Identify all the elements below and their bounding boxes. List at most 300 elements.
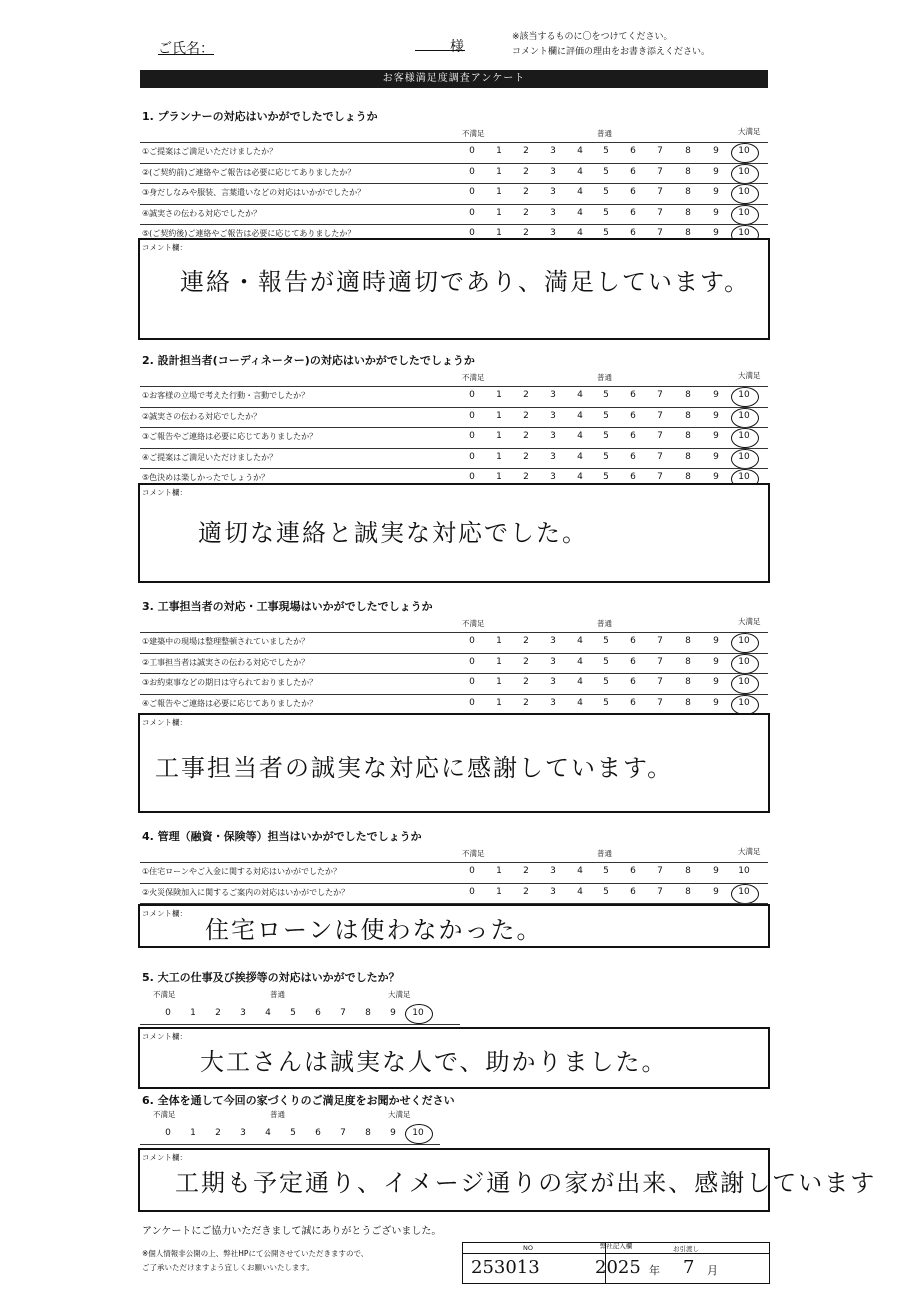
rating-option[interactable]: 0	[469, 472, 475, 482]
rating-option[interactable]: 9	[713, 410, 719, 421]
rating-option[interactable]: 2	[523, 228, 529, 238]
rating-option[interactable]: 1	[496, 866, 502, 876]
rating-option[interactable]: 2	[523, 390, 529, 400]
row-divider	[140, 448, 768, 449]
row-divider	[140, 1144, 440, 1145]
rating-option[interactable]: 9	[713, 146, 719, 156]
rating-option[interactable]: 2	[523, 472, 529, 482]
rating-option[interactable]: 2	[523, 677, 529, 687]
rating-option[interactable]: 10	[738, 146, 750, 156]
rating-option[interactable]: 10	[738, 431, 750, 441]
rating-option[interactable]: 3	[550, 697, 556, 708]
office-use-box	[462, 1242, 770, 1284]
scale-mid-label: 普通	[270, 990, 285, 999]
rating-option[interactable]: 7	[657, 451, 663, 462]
rating-option[interactable]: 4	[577, 228, 583, 238]
rating-option[interactable]: 5	[603, 431, 609, 441]
row-divider	[140, 883, 768, 884]
rating-option[interactable]: 3	[550, 656, 556, 667]
handwritten-comment: 大工さんは誠実な人で、助かりました。	[200, 1048, 668, 1076]
rating-option[interactable]: 3	[550, 636, 556, 646]
rating-option[interactable]: 9	[713, 187, 719, 197]
section-title: 5. 大工の仕事及び挨拶等の対応はいかがでしたか？	[142, 971, 400, 984]
rating-option[interactable]: 6	[630, 228, 636, 238]
rating-option[interactable]: 2	[523, 166, 529, 177]
rating-option[interactable]: 1	[496, 697, 502, 708]
comment-label: コメント欄：	[142, 488, 187, 497]
rating-option[interactable]: 10	[412, 1008, 424, 1018]
no-value: 253013	[471, 1257, 540, 1278]
rating-option[interactable]: 1	[496, 677, 502, 687]
rating-option[interactable]: 2	[523, 886, 529, 897]
section-title: 2. 設計担当者(コーディネーター)の対応はいかがでしたでしょうか	[142, 354, 475, 367]
rating-option[interactable]: 8	[685, 697, 691, 708]
rating-option[interactable]: 6	[630, 656, 636, 667]
selected-rating-circle	[731, 428, 759, 448]
rating-option[interactable]: 0	[469, 390, 475, 400]
rating-option[interactable]: 8	[365, 1128, 371, 1138]
rating-option[interactable]: 6	[630, 866, 636, 876]
row-divider	[140, 1024, 460, 1025]
comment-label: コメント欄：	[142, 1153, 187, 1162]
rating-option[interactable]: 5	[290, 1128, 296, 1138]
rating-option[interactable]: 8	[685, 207, 691, 218]
rating-option[interactable]: 4	[577, 677, 583, 687]
rating-option[interactable]: 0	[469, 677, 475, 687]
comment-label: コメント欄：	[142, 718, 187, 727]
office-use-header-row	[463, 1243, 769, 1254]
rating-option[interactable]: 1	[496, 166, 502, 177]
month-unit: 月	[707, 1264, 718, 1277]
rating-option[interactable]: 4	[577, 451, 583, 462]
row-divider	[140, 142, 768, 143]
rating-option[interactable]: 3	[550, 410, 556, 421]
rating-option[interactable]: 3	[550, 451, 556, 462]
rating-option[interactable]: 7	[657, 228, 663, 238]
rating-option[interactable]: 3	[550, 472, 556, 482]
year-value: 2025	[595, 1257, 641, 1278]
rating-option[interactable]: 5	[603, 146, 609, 156]
rating-option[interactable]: 8	[685, 390, 691, 400]
scale-high-label: 大満足	[738, 847, 761, 856]
rating-option[interactable]: 5	[603, 656, 609, 667]
handover-label: お引渡し	[673, 1245, 699, 1253]
rating-option[interactable]: 3	[550, 886, 556, 897]
row-divider	[140, 694, 768, 695]
rating-option[interactable]: 2	[523, 656, 529, 667]
rating-option[interactable]: 1	[496, 187, 502, 197]
rating-option[interactable]: 10	[738, 410, 750, 421]
question-label: ②誠実さの伝わる対応でしたか？	[142, 411, 262, 421]
rating-option[interactable]: 4	[577, 886, 583, 897]
rating-option[interactable]: 3	[240, 1008, 246, 1018]
rating-option[interactable]: 8	[685, 410, 691, 421]
rating-option[interactable]: 9	[713, 656, 719, 667]
rating-option[interactable]: 4	[577, 207, 583, 218]
rating-option[interactable]: 10	[738, 207, 750, 218]
selected-rating-circle	[731, 449, 759, 469]
rating-option[interactable]: 6	[315, 1008, 321, 1018]
rating-option[interactable]: 9	[713, 697, 719, 708]
rating-option[interactable]: 1	[496, 451, 502, 462]
rating-option[interactable]: 5	[290, 1008, 296, 1018]
rating-option[interactable]: 9	[713, 886, 719, 897]
rating-option[interactable]: 2	[523, 146, 529, 156]
rating-option[interactable]: 4	[577, 410, 583, 421]
row-divider	[140, 673, 768, 674]
rating-option[interactable]: 9	[713, 677, 719, 687]
rating-option[interactable]: 5	[603, 390, 609, 400]
rating-option[interactable]: 0	[469, 228, 475, 238]
rating-option[interactable]: 3	[550, 187, 556, 197]
rating-option[interactable]: 9	[713, 166, 719, 177]
rating-option[interactable]: 9	[713, 228, 719, 238]
rating-option[interactable]: 6	[630, 146, 636, 156]
rating-option[interactable]: 4	[577, 431, 583, 441]
rating-option[interactable]: 2	[523, 697, 529, 708]
honorific-label: 様	[450, 39, 464, 55]
row-divider	[140, 224, 768, 225]
rating-option[interactable]: 4	[577, 187, 583, 197]
rating-option[interactable]: 4	[577, 636, 583, 646]
rating-option[interactable]: 9	[390, 1008, 396, 1018]
rating-option[interactable]: 10	[738, 697, 750, 708]
rating-option[interactable]: 4	[577, 146, 583, 156]
rating-option[interactable]: 2	[523, 410, 529, 421]
rating-option[interactable]: 4	[577, 390, 583, 400]
rating-option[interactable]: 9	[713, 866, 719, 876]
comment-label: コメント欄：	[142, 1032, 187, 1041]
rating-option[interactable]: 2	[215, 1008, 221, 1018]
scale-mid-label: 普通	[597, 619, 612, 628]
handwritten-comment: 住宅ローンは使わなかった。	[205, 916, 543, 944]
scale-low-label: 不満足	[153, 1110, 176, 1119]
scale-mid-label: 普通	[597, 129, 612, 138]
question-label: ②火災保険加入に関するご案内の対応はいかがでしたか？	[142, 887, 350, 897]
rating-option[interactable]: 0	[469, 410, 475, 421]
rating-option[interactable]: 1	[496, 431, 502, 441]
rating-option[interactable]: 8	[685, 451, 691, 462]
rating-option[interactable]: 6	[630, 431, 636, 441]
scale-mid-label: 普通	[597, 849, 612, 858]
instructions	[512, 30, 732, 60]
selected-rating-circle	[731, 695, 759, 715]
rating-option[interactable]: 0	[165, 1008, 171, 1018]
rating-option[interactable]: 0	[469, 207, 475, 218]
rating-option[interactable]: 0	[469, 866, 475, 876]
rating-option[interactable]: 7	[657, 146, 663, 156]
selected-rating-circle	[731, 184, 759, 204]
rating-option[interactable]: 4	[577, 697, 583, 708]
rating-option[interactable]: 3	[240, 1128, 246, 1138]
rating-option[interactable]: 0	[469, 886, 475, 897]
rating-option[interactable]: 5	[603, 451, 609, 462]
rating-option[interactable]: 9	[713, 431, 719, 441]
instruction-line-1: ※該当するものに〇をつけてください。	[512, 32, 673, 42]
rating-option[interactable]: 2	[523, 431, 529, 441]
rating-option[interactable]: 8	[685, 472, 691, 482]
scale-high-label: 大満足	[738, 127, 761, 136]
scale-high-label: 大満足	[388, 990, 411, 999]
row-divider	[140, 427, 768, 428]
question-label: ①ご提案はご満足いただけましたか？	[142, 147, 278, 156]
rating-option[interactable]: 6	[630, 187, 636, 197]
rating-option[interactable]: 7	[657, 866, 663, 876]
instruction-line-2: コメント欄に評価の理由をお書き添えください。	[512, 47, 711, 57]
rating-option[interactable]: 1	[190, 1128, 196, 1138]
scale-high-label: 大満足	[738, 617, 761, 626]
rating-option[interactable]: 1	[496, 656, 502, 667]
row-divider	[140, 204, 768, 205]
question-label: ①住宅ローンやご入金に関する対応はいかがでしたか？	[142, 867, 342, 876]
section-title: 4. 管理（融資・保険等）担当はいかがでしたでしょうか	[142, 830, 422, 843]
rating-option[interactable]: 10	[738, 886, 750, 897]
selected-rating-circle	[405, 1124, 433, 1144]
scale-low-label: 不満足	[153, 990, 176, 999]
rating-option[interactable]: 5	[603, 410, 609, 421]
rating-option[interactable]: 1	[496, 472, 502, 482]
survey-title-banner: お客様満足度調査アンケート	[140, 70, 768, 88]
rating-option[interactable]: 10	[738, 228, 750, 238]
rating-option[interactable]: 7	[657, 207, 663, 218]
office-use-title: 弊社記入欄	[599, 1242, 633, 1250]
rating-option[interactable]: 10	[738, 677, 750, 687]
rating-option[interactable]: 9	[390, 1128, 396, 1138]
selected-rating-circle	[405, 1004, 433, 1024]
rating-option[interactable]: 8	[685, 166, 691, 177]
selected-rating-circle	[731, 674, 759, 694]
rating-option[interactable]: 7	[657, 166, 663, 177]
rating-option[interactable]: 8	[685, 677, 691, 687]
scale-high-label: 大満足	[388, 1110, 411, 1119]
rating-option[interactable]: 2	[523, 451, 529, 462]
rating-option[interactable]: 9	[713, 636, 719, 646]
rating-option[interactable]: 8	[685, 886, 691, 897]
rating-option[interactable]: 5	[603, 636, 609, 646]
rating-option[interactable]: 3	[550, 228, 556, 238]
question-label: ④ご提案はご満足いただけましたか？	[142, 452, 278, 462]
rating-option[interactable]: 0	[469, 656, 475, 667]
row-divider	[140, 386, 768, 387]
rating-option[interactable]: 8	[685, 146, 691, 156]
no-label: NO	[523, 1244, 533, 1252]
rating-option[interactable]: 5	[603, 677, 609, 687]
rating-option[interactable]: 0	[469, 146, 475, 156]
rating-option[interactable]: 1	[496, 886, 502, 897]
rating-option[interactable]: 7	[340, 1008, 346, 1018]
rating-option[interactable]: 7	[340, 1128, 346, 1138]
rating-option[interactable]: 0	[165, 1128, 171, 1138]
rating-option[interactable]: 7	[657, 677, 663, 687]
question-label: ②工事担当者は誠実さの伝わる対応でしたか？	[142, 657, 310, 667]
row-divider	[140, 183, 768, 184]
rating-option[interactable]: 7	[657, 472, 663, 482]
rating-option[interactable]: 7	[657, 187, 663, 197]
rating-option[interactable]: 10	[738, 866, 750, 876]
rating-option[interactable]: 10	[738, 636, 750, 646]
rating-option[interactable]: 6	[630, 410, 636, 421]
rating-option[interactable]: 6	[630, 166, 636, 177]
rating-option[interactable]: 8	[685, 656, 691, 667]
thanks-message: アンケートにご協力いただきまして誠にありがとうございました。	[142, 1226, 442, 1237]
selected-rating-circle	[731, 633, 759, 653]
scale-high-label: 大満足	[738, 371, 761, 380]
rating-option[interactable]: 0	[469, 187, 475, 197]
rating-option[interactable]: 1	[496, 207, 502, 218]
rating-option[interactable]: 10	[738, 390, 750, 400]
rating-option[interactable]: 6	[630, 886, 636, 897]
selected-rating-circle	[731, 408, 759, 428]
rating-option[interactable]: 7	[657, 390, 663, 400]
rating-option[interactable]: 2	[523, 207, 529, 218]
rating-option[interactable]: 7	[657, 410, 663, 421]
rating-option[interactable]: 4	[265, 1128, 271, 1138]
rating-option[interactable]: 9	[713, 390, 719, 400]
rating-option[interactable]: 1	[496, 390, 502, 400]
question-label: ①建築中の現場は整理整頓されていましたか？	[142, 637, 310, 646]
rating-option[interactable]: 0	[469, 451, 475, 462]
rating-option[interactable]: 3	[550, 166, 556, 177]
rating-option[interactable]: 8	[685, 866, 691, 876]
selected-rating-circle	[731, 205, 759, 225]
row-divider	[140, 468, 768, 469]
rating-option[interactable]: 2	[523, 866, 529, 876]
rating-option[interactable]: 4	[577, 472, 583, 482]
rating-option[interactable]: 1	[496, 228, 502, 238]
rating-option[interactable]: 3	[550, 431, 556, 441]
rating-option[interactable]: 5	[603, 207, 609, 218]
rating-option[interactable]: 0	[469, 636, 475, 646]
rating-option[interactable]: 3	[550, 146, 556, 156]
comment-label: コメント欄：	[142, 909, 187, 918]
question-label: ②(ご契約前)ご連絡やご報告は必要に応じてありましたか？	[142, 167, 356, 177]
rating-option[interactable]: 1	[496, 146, 502, 156]
rating-option[interactable]: 4	[577, 866, 583, 876]
scale-mid-label: 普通	[597, 373, 612, 382]
row-divider	[140, 163, 768, 164]
rating-option[interactable]: 5	[603, 866, 609, 876]
rating-option[interactable]: 6	[630, 207, 636, 218]
rating-option[interactable]: 5	[603, 697, 609, 708]
rating-option[interactable]: 10	[738, 451, 750, 462]
selected-rating-circle	[731, 884, 759, 904]
rating-option[interactable]: 4	[265, 1008, 271, 1018]
question-label: ③ご報告やご連絡は必要に応じてありましたか？	[142, 432, 318, 441]
rating-option[interactable]: 10	[738, 472, 750, 482]
rating-option[interactable]: 7	[657, 636, 663, 646]
rating-option[interactable]: 2	[215, 1128, 221, 1138]
rating-option[interactable]: 0	[469, 697, 475, 708]
row-divider	[140, 653, 768, 654]
question-label: ④ご報告やご連絡は必要に応じてありましたか？	[142, 698, 318, 708]
scale-low-label: 不満足	[462, 373, 485, 382]
privacy-note-line-2: ご了承いただけますよう宜しくお願いいたします。	[142, 1263, 314, 1272]
question-label: ⑤(ご契約後)ご連絡やご報告は必要に応じてありましたか？	[142, 229, 356, 238]
rating-option[interactable]: 7	[657, 697, 663, 708]
selected-rating-circle	[731, 143, 759, 163]
rating-option[interactable]: 4	[577, 656, 583, 667]
question-label: ④誠実さの伝わる対応でしたか？	[142, 208, 262, 218]
question-label: ①お客様の立場で考えた行動・言動でしたか？	[142, 391, 310, 400]
rating-option[interactable]: 6	[630, 451, 636, 462]
rating-option[interactable]: 3	[550, 677, 556, 687]
rating-option[interactable]: 3	[550, 390, 556, 400]
privacy-note	[142, 1247, 368, 1275]
rating-option[interactable]: 1	[190, 1008, 196, 1018]
rating-option[interactable]: 10	[738, 656, 750, 667]
scale-mid-label: 普通	[270, 1110, 285, 1119]
row-divider	[140, 407, 768, 408]
rating-option[interactable]: 0	[469, 166, 475, 177]
rating-option[interactable]: 8	[685, 431, 691, 441]
rating-option[interactable]: 8	[365, 1008, 371, 1018]
selected-rating-circle	[731, 164, 759, 184]
rating-option[interactable]: 5	[603, 472, 609, 482]
rating-option[interactable]: 5	[603, 187, 609, 197]
rating-option[interactable]: 8	[685, 228, 691, 238]
comment-label: コメント欄：	[142, 243, 187, 252]
rating-option[interactable]: 5	[603, 166, 609, 177]
rating-option[interactable]: 10	[738, 166, 750, 177]
rating-option[interactable]: 2	[523, 636, 529, 646]
scale-low-label: 不満足	[462, 619, 485, 628]
question-label: ⑤色決めは楽しかったでしょうか？	[142, 473, 270, 482]
rating-option[interactable]: 10	[412, 1128, 424, 1138]
rating-option[interactable]: 4	[577, 166, 583, 177]
rating-option[interactable]: 5	[603, 886, 609, 897]
selected-rating-circle	[731, 654, 759, 674]
rating-option[interactable]: 6	[630, 472, 636, 482]
scale-low-label: 不満足	[462, 129, 485, 138]
customer-name-label: ご氏名：	[158, 41, 214, 57]
rating-option[interactable]: 3	[550, 207, 556, 218]
month-value: 7	[683, 1257, 695, 1278]
rating-option[interactable]: 9	[713, 207, 719, 218]
section-title: 1. プランナーの対応はいかがでしたでしょうか	[142, 110, 378, 123]
rating-option[interactable]: 9	[713, 451, 719, 462]
rating-option[interactable]: 6	[630, 636, 636, 646]
rating-option[interactable]: 7	[657, 431, 663, 441]
rating-option[interactable]: 1	[496, 636, 502, 646]
scale-low-label: 不満足	[462, 849, 485, 858]
privacy-note-line-1: ※個人情報非公開の上、弊社HPにて公開させていただきますので、	[142, 1249, 369, 1258]
rating-option[interactable]: 8	[685, 187, 691, 197]
year-unit: 年	[649, 1264, 660, 1277]
rating-option[interactable]: 8	[685, 636, 691, 646]
rating-option[interactable]: 6	[315, 1128, 321, 1138]
rating-option[interactable]: 6	[630, 697, 636, 708]
rating-option[interactable]: 2	[523, 187, 529, 197]
rating-option[interactable]: 0	[469, 431, 475, 441]
rating-option[interactable]: 7	[657, 886, 663, 897]
question-label: ③お約束事などの期日は守られておりましたか？	[142, 678, 318, 687]
selected-rating-circle	[731, 387, 759, 407]
rating-option[interactable]: 1	[496, 410, 502, 421]
rating-option[interactable]: 3	[550, 866, 556, 876]
handwritten-comment: 工期も予定通り、イメージ通りの家が出来、感謝しています	[175, 1169, 877, 1197]
question-label: ③身だしなみや服装、言葉遣いなどの対応はいかがでしたか？	[142, 188, 366, 197]
rating-option[interactable]: 5	[603, 228, 609, 238]
rating-option[interactable]: 6	[630, 390, 636, 400]
rating-option[interactable]: 6	[630, 677, 636, 687]
handwritten-comment: 工事担当者の誠実な対応に感謝しています。	[155, 754, 674, 782]
rating-option[interactable]: 7	[657, 656, 663, 667]
rating-option[interactable]: 10	[738, 187, 750, 197]
section-title: 6. 全体を通して今回の家づくりのご満足度をお聞かせください	[142, 1094, 455, 1107]
handwritten-comment: 適切な連絡と誠実な対応でした。	[198, 519, 588, 547]
handwritten-comment: 連絡・報告が適時適切であり、満足しています。	[180, 268, 751, 296]
rating-option[interactable]: 9	[713, 472, 719, 482]
